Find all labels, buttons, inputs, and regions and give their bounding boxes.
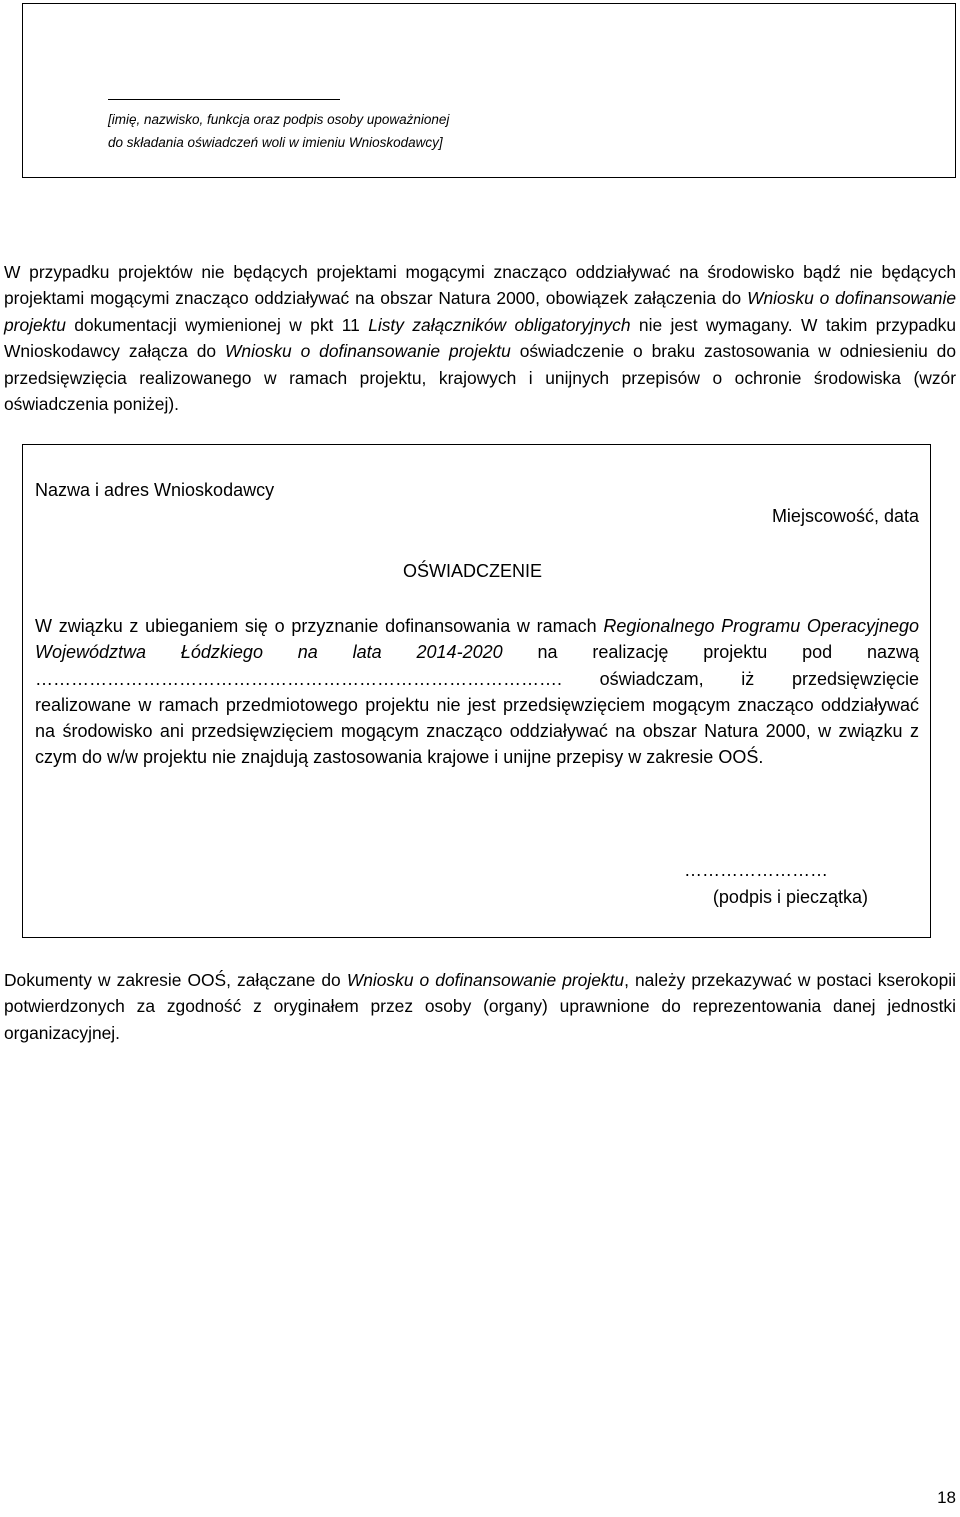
intro-italic-2: Listy załączników obligatoryjnych xyxy=(368,314,631,335)
intro-text-1: W przypadku projektów nie będących projektami mogącymi znacząco oddziaływać na środowisko bądź nie będących projektami mogącymi znacząco oddziaływać na obszar Natura 2000, obowiązek załączenia do xyxy=(4,262,956,309)
declaration-italic: Regionalnego Programu Operacyjnego Województwa Łódzkiego na lata 2014-2020 xyxy=(35,616,919,663)
declaration-body xyxy=(35,613,919,771)
intro-text-3: nie jest wymagany. W takim przypadku Wnioskodawcy załącza do xyxy=(4,314,957,362)
page-number: 18 xyxy=(937,1488,956,1507)
place-date-label: Miejscowość, data xyxy=(771,506,919,526)
intro-text-2: dokumentacji wymienionej w pkt 11 xyxy=(65,314,369,335)
signature-caption-line-1: [imię, nazwisko, funkcja oraz podpis osoby upoważnionej xyxy=(108,112,450,127)
declaration-text-1: W związku z ubieganiem się o przyznanie dofinansowania w ramach xyxy=(35,616,604,636)
closing-italic-1: Wniosku o dofinansowanie projektu xyxy=(346,970,625,990)
closing-text-2: , należy przekazywać w postaci kserokopii potwierdzonych za zgodność z oryginałem przez osoby (organy) uprawnione do reprezentowania danej jednostki organizacyjnej. xyxy=(4,970,956,1043)
closing-text-1: Dokumenty w zakresie OOŚ, załączane do xyxy=(4,970,347,990)
closing-paragraph xyxy=(4,967,956,1046)
signature-caption-line-2: do składania oświadczeń woli w imieniu Wnioskodawcy] xyxy=(108,135,443,150)
intro-text-4: oświadczenie o braku zastosowania w odniesieniu do przedsięwzięcia realizowanego w ramach projektu, krajowych i unijnych przepisów o ochronie środowiska (wzór oświadczenia poniżej). xyxy=(4,341,957,415)
signature-caption xyxy=(108,108,449,154)
intro-paragraph xyxy=(4,259,956,417)
signature-stamp-label: (podpis i pieczątka) xyxy=(712,887,868,907)
signature-dots: …………………… xyxy=(684,860,828,880)
declaration-heading: OŚWIADCZENIE xyxy=(403,561,543,581)
signature-line xyxy=(108,99,340,100)
declaration-box xyxy=(22,444,931,938)
signature-box xyxy=(22,3,956,178)
intro-italic-1: Wniosku o dofinansowanie projektu xyxy=(4,288,956,335)
declaration-text-2: na realizację projektu pod nazwą ……………………………………………………………………………. oświadczam, iż przedsięwzięcie realizowane w ramach przedmiotowego projektu nie jest przedsięwzięciem mogącym znacząco oddziaływać na środowisko ani przedsięwzięciem mogącym znacząco oddziaływać na obszar Natura 2000, w związku z czym do w/w projektu nie znajdują zastosowania krajowe i unijne przepisy w zakresie OOŚ. xyxy=(35,642,919,768)
intro-italic-3: Wniosku o dofinansowanie projektu xyxy=(225,341,511,362)
applicant-label: Nazwa i adres Wnioskodawcy xyxy=(35,480,275,500)
